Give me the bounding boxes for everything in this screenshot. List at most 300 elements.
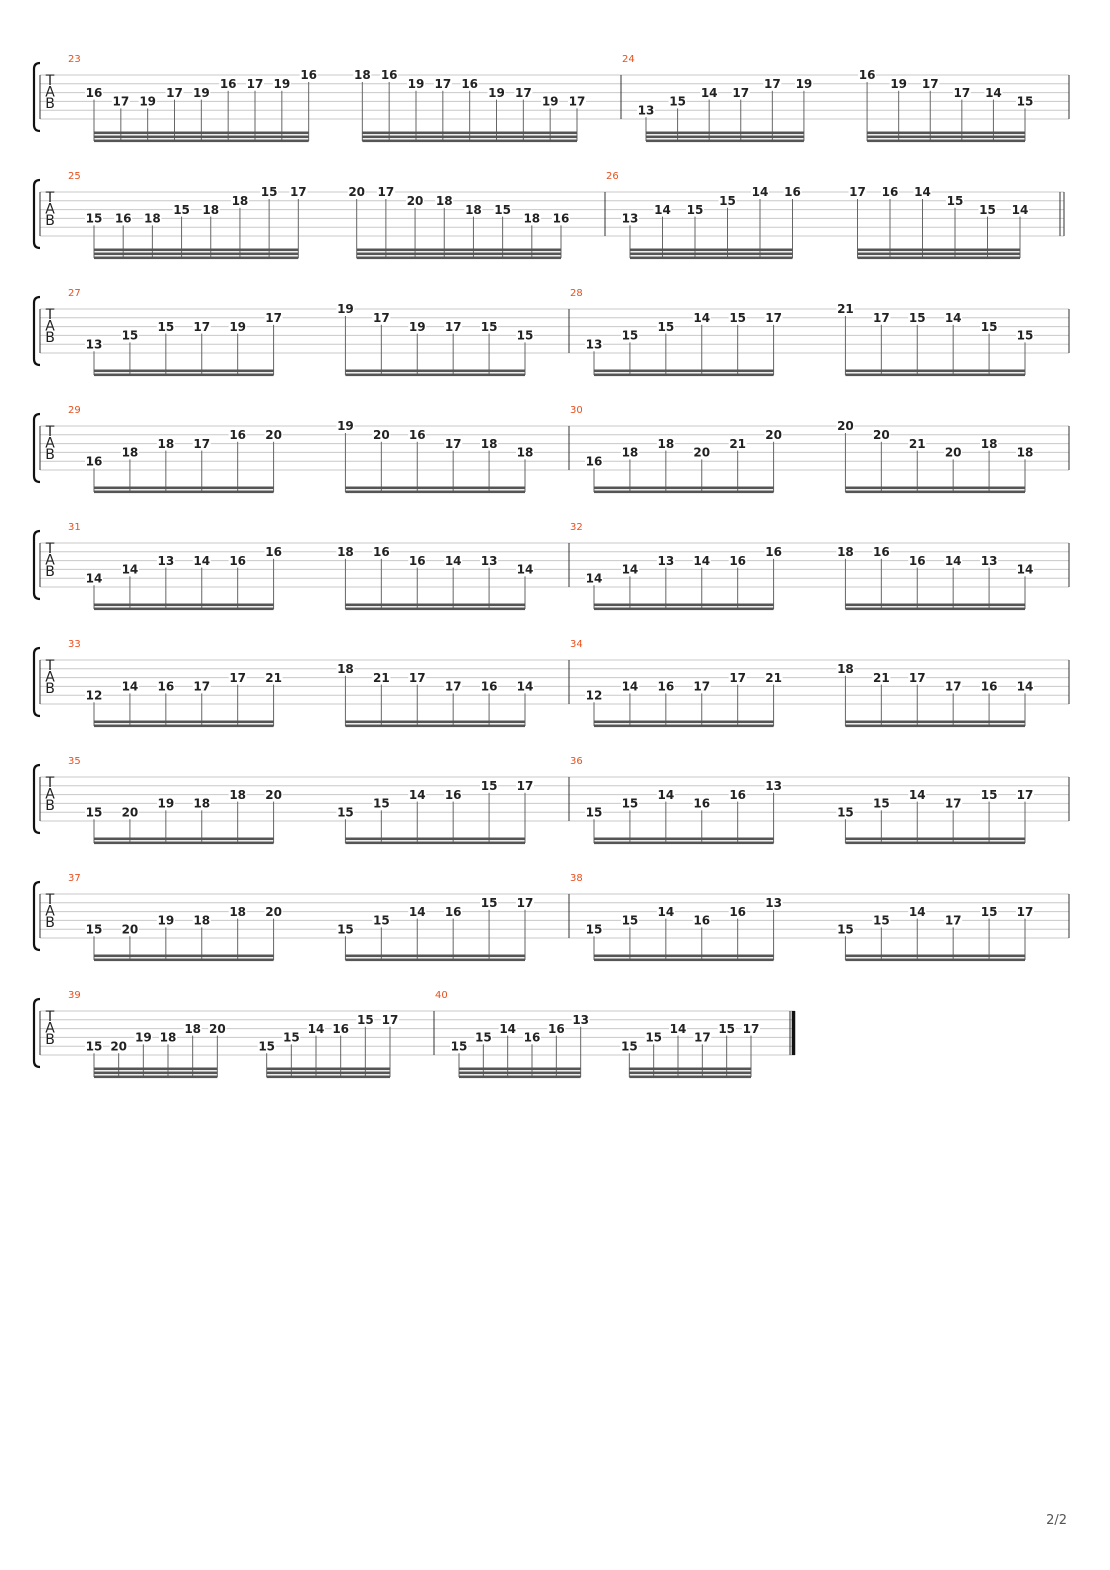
tab-system <box>34 990 795 1078</box>
fret-number: 14 <box>908 787 926 802</box>
beam <box>630 257 793 260</box>
beam <box>594 725 774 728</box>
fret-number: 16 <box>461 77 479 91</box>
fret-number: 14 <box>408 787 426 802</box>
fret-number: 15 <box>282 1030 300 1045</box>
fret-number: 19 <box>337 419 354 434</box>
fret-number: 13 <box>157 553 175 568</box>
fret-number: 15 <box>718 1021 736 1036</box>
tab-clef-letter: B <box>45 213 55 229</box>
fret-number: 17 <box>444 319 462 334</box>
beam <box>845 604 1025 607</box>
tab-clef-letter: T <box>45 73 55 89</box>
measure-number: 29 <box>68 405 81 416</box>
fret-number: 15 <box>719 194 736 208</box>
fret-number: 15 <box>85 805 103 820</box>
fret-number: 16 <box>872 545 890 559</box>
beam <box>867 136 1025 139</box>
fret-number: 15 <box>1016 328 1034 343</box>
tab-clef-letter: B <box>45 447 55 463</box>
beam <box>357 253 561 256</box>
fret-number: 17 <box>112 94 130 109</box>
measure-number: 37 <box>68 873 81 884</box>
beam <box>94 253 298 256</box>
fret-number: 16 <box>908 553 926 568</box>
fret-number: 16 <box>85 454 103 469</box>
fret-number: 15 <box>450 1039 468 1054</box>
fret-number: 15 <box>356 1013 374 1027</box>
fret-number: 15 <box>872 796 890 811</box>
beam <box>345 721 525 724</box>
fret-number: 13 <box>621 211 639 226</box>
fret-number: 17 <box>193 319 211 334</box>
fret-number: 15 <box>494 202 511 217</box>
fret-number: 17 <box>693 1030 711 1045</box>
fret-number: 18 <box>229 904 247 919</box>
tab-clef-letter: A <box>45 201 55 218</box>
fret-number: 14 <box>944 553 962 568</box>
fret-number: 16 <box>408 428 426 442</box>
fret-number: 20 <box>837 419 854 434</box>
fret-number: 21 <box>908 436 926 451</box>
tab-system <box>34 873 1069 961</box>
measure-number: 36 <box>570 756 583 767</box>
system-bracket <box>34 765 40 833</box>
fret-number: 16 <box>114 211 132 226</box>
fret-number: 16 <box>157 679 175 694</box>
fret-number: 15 <box>337 805 354 820</box>
beam <box>630 249 793 252</box>
fret-number: 17 <box>693 679 711 694</box>
fret-number: 15 <box>173 202 190 217</box>
fret-number: 19 <box>890 77 908 91</box>
tab-system <box>34 54 1069 142</box>
fret-number: 15 <box>258 1039 276 1054</box>
fret-number: 18 <box>193 796 211 811</box>
beam <box>594 370 774 373</box>
fret-number: 18 <box>465 202 482 217</box>
tab-clef-letter: T <box>45 424 55 440</box>
fret-number: 17 <box>289 185 307 200</box>
fret-number: 15 <box>260 185 278 200</box>
beam <box>345 842 525 845</box>
beam <box>94 491 274 494</box>
fret-number: 18 <box>516 445 534 460</box>
fret-number: 16 <box>585 454 603 469</box>
fret-number: 17 <box>568 94 586 109</box>
measure-number: 40 <box>435 990 448 1001</box>
fret-number: 15 <box>621 328 639 343</box>
tab-clef-letter: B <box>45 1032 55 1048</box>
fret-number: 16 <box>693 796 711 811</box>
beam <box>94 257 298 260</box>
measure-number: 39 <box>68 990 81 1001</box>
beam <box>594 608 774 611</box>
beam <box>845 842 1025 845</box>
fret-number: 14 <box>693 311 711 325</box>
fret-number: 18 <box>184 1021 202 1036</box>
fret-number: 15 <box>645 1030 663 1045</box>
tab-clef-letter: B <box>45 915 55 931</box>
fret-number: 14 <box>1016 679 1034 694</box>
fret-number: 18 <box>353 68 371 83</box>
fret-number: 14 <box>307 1021 325 1036</box>
fret-number: 14 <box>193 553 211 568</box>
fret-number: 14 <box>700 85 718 100</box>
fret-number: 12 <box>85 688 103 703</box>
fret-number: 14 <box>516 562 534 577</box>
tab-system <box>34 405 1069 493</box>
tab-clef-letter: T <box>45 658 55 674</box>
fret-number: 16 <box>980 679 998 694</box>
beam <box>94 725 274 728</box>
fret-number: 17 <box>944 679 962 694</box>
fret-number: 17 <box>944 796 962 811</box>
fret-number: 14 <box>944 311 962 325</box>
fret-number: 14 <box>1016 562 1034 577</box>
fret-number: 17 <box>193 436 211 451</box>
fret-number: 17 <box>872 311 890 325</box>
fret-number: 16 <box>729 904 747 919</box>
fret-number: 16 <box>657 679 675 694</box>
fret-number: 16 <box>219 77 237 91</box>
beam <box>594 604 774 607</box>
fret-number: 20 <box>121 922 139 937</box>
fret-number: 21 <box>765 670 782 685</box>
fret-number: 15 <box>85 1039 103 1054</box>
fret-number: 19 <box>192 85 210 100</box>
fret-number: 19 <box>157 796 175 811</box>
beam <box>858 249 1021 252</box>
measure-number: 33 <box>68 639 81 650</box>
beam <box>630 253 793 256</box>
beam <box>845 721 1025 724</box>
fret-number: 14 <box>657 904 675 919</box>
fret-number: 13 <box>765 896 782 910</box>
fret-number: 12 <box>585 688 603 703</box>
fret-number: 18 <box>229 787 247 802</box>
fret-number: 16 <box>229 553 247 568</box>
fret-number: 14 <box>85 571 103 586</box>
measure-number: 23 <box>68 54 81 65</box>
fret-number: 15 <box>657 319 675 334</box>
fret-number: 17 <box>732 85 750 100</box>
fret-number: 17 <box>729 670 747 685</box>
beam <box>858 257 1021 260</box>
beam <box>629 1068 751 1071</box>
beam <box>94 1076 217 1079</box>
fret-number: 17 <box>265 311 282 325</box>
beam <box>459 1076 581 1079</box>
beam <box>267 1072 390 1075</box>
fret-number: 15 <box>621 796 639 811</box>
fret-number: 19 <box>408 319 426 334</box>
fret-number: 17 <box>921 77 939 91</box>
fret-number: 15 <box>729 311 747 325</box>
fret-number: 20 <box>265 904 282 919</box>
beam <box>345 374 525 377</box>
beam <box>345 370 525 373</box>
beam <box>94 132 309 135</box>
fret-number: 14 <box>121 679 139 694</box>
fret-number: 15 <box>686 202 704 217</box>
fret-number: 15 <box>621 913 639 928</box>
fret-number: 14 <box>751 185 769 200</box>
fret-number: 14 <box>408 904 426 919</box>
beam <box>646 140 804 143</box>
beam <box>94 608 274 611</box>
fret-number: 14 <box>657 787 675 802</box>
beam <box>845 955 1025 958</box>
fret-number: 18 <box>657 436 675 451</box>
tab-clef-letter: B <box>45 96 55 112</box>
fret-number: 16 <box>444 787 462 802</box>
fret-number: 19 <box>337 302 354 317</box>
fret-number: 16 <box>300 68 318 83</box>
fret-number: 18 <box>837 662 854 676</box>
beam <box>858 253 1021 256</box>
beam <box>357 257 561 260</box>
beam <box>362 136 577 139</box>
tab-clef-letter: B <box>45 798 55 814</box>
fret-number: 14 <box>516 679 534 694</box>
fret-number: 19 <box>541 94 559 109</box>
fret-number: 18 <box>980 436 998 451</box>
beam <box>629 1072 751 1075</box>
beam <box>594 955 774 958</box>
fret-number: 15 <box>980 904 998 919</box>
fret-number: 17 <box>516 779 534 793</box>
fret-number: 18 <box>337 545 354 559</box>
fret-number: 15 <box>980 787 998 802</box>
fret-number: 14 <box>669 1021 687 1036</box>
fret-number: 15 <box>372 796 390 811</box>
beam <box>345 955 525 958</box>
fret-number: 18 <box>157 436 175 451</box>
fret-number: 13 <box>657 553 675 568</box>
fret-number: 17 <box>381 1013 399 1027</box>
fret-number: 14 <box>621 562 639 577</box>
beam <box>459 1072 581 1075</box>
fret-number: 15 <box>979 202 996 217</box>
fret-number: 14 <box>585 571 603 586</box>
beam <box>594 721 774 724</box>
tab-clef-letter: A <box>45 435 55 452</box>
tab-clef-letter: A <box>45 1020 55 1037</box>
fret-number: 20 <box>110 1039 128 1054</box>
fret-number: 16 <box>881 185 899 200</box>
tab-clef-letter: A <box>45 669 55 686</box>
tab-clef-letter: B <box>45 330 55 346</box>
fret-number: 15 <box>585 922 603 937</box>
beam <box>267 1068 390 1071</box>
fret-number: 17 <box>763 77 781 91</box>
beam <box>594 487 774 490</box>
fret-number: 17 <box>908 670 926 685</box>
fret-number: 18 <box>621 445 639 460</box>
beam <box>94 959 274 962</box>
beam <box>94 842 274 845</box>
fret-number: 14 <box>985 85 1002 100</box>
fret-number: 17 <box>742 1021 760 1036</box>
fret-number: 13 <box>85 337 103 352</box>
fret-number: 18 <box>837 545 854 559</box>
system-bracket <box>34 63 40 131</box>
fret-number: 15 <box>837 805 854 820</box>
fret-number: 18 <box>480 436 498 451</box>
fret-number: 16 <box>480 679 498 694</box>
fret-number: 18 <box>435 194 453 208</box>
tab-clef-letter: T <box>45 541 55 557</box>
tab-system <box>34 522 1069 610</box>
fret-number: 16 <box>523 1030 541 1045</box>
tab-clef-letter: B <box>45 681 55 697</box>
fret-number: 17 <box>444 679 462 694</box>
fret-number: 20 <box>265 787 282 802</box>
tab-clef-letter: A <box>45 84 55 101</box>
fret-number: 19 <box>134 1030 152 1045</box>
measure-number: 31 <box>68 522 81 533</box>
beam <box>345 491 525 494</box>
beam <box>629 1076 751 1079</box>
tab-system <box>34 288 1069 376</box>
beam <box>345 725 525 728</box>
beam <box>94 140 309 143</box>
fret-number: 18 <box>159 1030 177 1045</box>
beam <box>845 374 1025 377</box>
beam <box>845 725 1025 728</box>
fret-number: 14 <box>621 679 639 694</box>
measure-number: 28 <box>570 288 583 299</box>
fret-number: 15 <box>372 913 390 928</box>
fret-number: 18 <box>523 211 541 226</box>
measure-number: 25 <box>68 171 81 182</box>
beam <box>94 721 274 724</box>
fret-number: 15 <box>585 805 603 820</box>
beam <box>362 140 577 143</box>
fret-number: 16 <box>85 85 103 100</box>
fret-number: 17 <box>193 679 211 694</box>
tab-clef-letter: T <box>45 190 55 206</box>
beam <box>594 491 774 494</box>
fret-number: 16 <box>265 545 282 559</box>
system-bracket <box>34 531 40 599</box>
tab-clef-letter: T <box>45 1009 55 1025</box>
fret-number: 21 <box>837 302 854 317</box>
beam <box>646 132 804 135</box>
fret-number: 14 <box>121 562 139 577</box>
fret-number: 16 <box>729 787 747 802</box>
beam <box>867 140 1025 143</box>
measure-number: 30 <box>570 405 583 416</box>
fret-number: 17 <box>246 77 264 91</box>
system-bracket <box>34 414 40 482</box>
fret-number: 17 <box>229 670 247 685</box>
fret-number: 17 <box>849 185 866 200</box>
measure-number: 35 <box>68 756 81 767</box>
fret-number: 19 <box>407 77 425 91</box>
fret-number: 13 <box>637 103 655 118</box>
tab-clef-letter: T <box>45 307 55 323</box>
fret-number: 19 <box>229 319 247 334</box>
fret-number: 20 <box>693 445 711 460</box>
fret-number: 15 <box>480 779 498 793</box>
beam <box>94 370 274 373</box>
beam <box>646 136 804 139</box>
fret-number: 18 <box>1016 445 1034 460</box>
fret-number: 20 <box>208 1021 226 1036</box>
fret-number: 14 <box>499 1021 517 1036</box>
fret-number: 18 <box>121 445 139 460</box>
tab-clef-letter: T <box>45 892 55 908</box>
fret-number: 17 <box>514 85 532 100</box>
fret-number: 17 <box>166 85 183 100</box>
fret-number: 17 <box>953 85 971 100</box>
fret-number: 18 <box>202 202 220 217</box>
fret-number: 21 <box>372 670 390 685</box>
fret-number: 15 <box>946 194 964 208</box>
measure-number: 26 <box>606 171 619 182</box>
fret-number: 17 <box>444 436 462 451</box>
fret-number: 17 <box>408 670 426 685</box>
beam <box>362 132 577 135</box>
measure-number: 24 <box>622 54 635 65</box>
fret-number: 15 <box>837 922 854 937</box>
beam <box>345 608 525 611</box>
beam <box>267 1076 390 1079</box>
fret-number: 16 <box>729 553 747 568</box>
fret-number: 13 <box>980 553 998 568</box>
beam <box>94 487 274 490</box>
beam <box>94 604 274 607</box>
fret-number: 15 <box>620 1039 638 1054</box>
fret-number: 20 <box>265 428 282 442</box>
tab-system <box>34 639 1069 727</box>
fret-number: 17 <box>765 311 782 325</box>
fret-number: 16 <box>765 545 782 559</box>
fret-number: 16 <box>372 545 390 559</box>
tab-system <box>34 756 1069 844</box>
fret-number: 20 <box>765 428 782 442</box>
fret-number: 19 <box>157 913 175 928</box>
fret-number: 15 <box>337 922 354 937</box>
system-bracket <box>34 297 40 365</box>
fret-number: 15 <box>480 319 498 334</box>
beam <box>94 838 274 841</box>
fret-number: 16 <box>858 68 876 83</box>
fret-number: 18 <box>337 662 354 676</box>
beam <box>94 1072 217 1075</box>
fret-number: 19 <box>139 94 157 109</box>
tab-system <box>34 171 1064 259</box>
fret-number: 20 <box>872 428 890 442</box>
fret-number: 15 <box>669 94 686 109</box>
fret-number: 20 <box>121 805 139 820</box>
fret-number: 13 <box>480 553 498 568</box>
beam <box>345 959 525 962</box>
beam <box>345 604 525 607</box>
measure-number: 34 <box>570 639 583 650</box>
beam <box>94 136 309 139</box>
measure-number: 38 <box>570 873 583 884</box>
beam <box>845 487 1025 490</box>
fret-number: 15 <box>872 913 890 928</box>
fret-number: 13 <box>572 1013 590 1027</box>
tab-clef-letter: A <box>45 552 55 569</box>
fret-number: 13 <box>765 779 782 793</box>
fret-number: 17 <box>516 896 534 910</box>
fret-number: 15 <box>908 311 926 325</box>
